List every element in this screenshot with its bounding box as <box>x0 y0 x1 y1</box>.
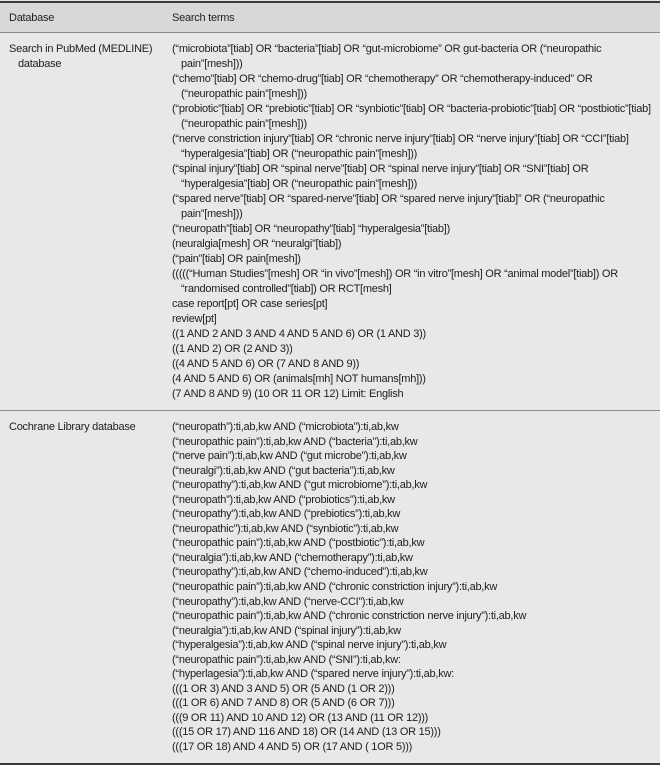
table-header-row <box>0 3 660 33</box>
search-term-line: ((4 AND 5 AND 6) OR (7 AND 8 AND 9)) <box>172 358 360 370</box>
header-database: Database <box>9 11 55 24</box>
search-term-line: (“neuropath”):ti,ab,kw AND (“microbiota”):ti,ab,kw <box>172 421 399 433</box>
search-term-line: (“neuropathy”):ti,ab,kw AND (“prebiotics”):ti,ab,kw <box>172 508 401 521</box>
search-term-line: (“neuropathic pain”):ti,ab,kw AND (“SNI”):ti,ab,kw: <box>172 653 401 666</box>
search-term-line: (neuralgia[mesh] OR “neuralgi”[tiab]) <box>172 238 342 250</box>
search-term-line: (“neuralgia”):ti,ab,kw AND (“spinal injury”):ti,ab,kw <box>172 624 401 637</box>
search-strategy-table <box>0 1 660 765</box>
search-term-line: (“neuropathy”):ti,ab,kw AND (“chemo-induced”):ti,ab,kw <box>172 566 428 579</box>
search-terms-cell <box>172 420 660 755</box>
search-term-line: (“neuropath”):ti,ab,kw AND (“probiotics”):ti,ab,kw <box>172 493 395 506</box>
search-term-line: (“neuropathic”):ti,ab,kw AND (“synbiotic”):ti,ab,kw <box>172 522 399 535</box>
search-term-line: (“hyperlagesia”):ti,ab,kw AND (“spared nerve injury”):ti,ab,kw: <box>172 668 454 681</box>
search-term-line: (“chemo”[tiab] OR “chemo-drug”[tiab] OR “chemotherapy” OR “chemotherapy-induced” OR (“neuropathic pain”[mesh])) <box>172 73 593 100</box>
search-term-line: (“neuropathic pain”):ti,ab,kw AND (“chronic constriction nerve injury”):ti,ab,kw <box>172 610 527 623</box>
search-term-line: review[pt] <box>172 313 217 325</box>
search-term-line: case report[pt] OR case series[pt] <box>172 298 328 310</box>
search-term-line: (“neuropathy”):ti,ab,kw AND (“nerve-CCI”):ti,ab,kw <box>172 595 404 608</box>
search-term-line: (“neuralgi”):ti,ab,kw AND (“gut bacteria”):ti,ab,kw <box>172 464 395 477</box>
search-term-line: ((1 AND 2 AND 3 AND 4 AND 5 AND 6) OR (1 AND 3)) <box>172 328 426 340</box>
database-name: Cochrane Library database <box>9 421 136 433</box>
search-term-line: (“neuropathy”):ti,ab,kw AND (“gut microbiome”):ti,ab,kw <box>172 479 428 492</box>
search-term-line: (“neuropathic pain”):ti,ab,kw AND (“postbiotic”):ti,ab,kw <box>172 537 425 550</box>
search-term-line: (((1 OR 3) AND 3 AND 5) OR (5 AND (1 OR 2))) <box>172 682 395 695</box>
search-term-line: (“pain”[tiab] OR pain[mesh]) <box>172 253 301 265</box>
database-name: Search in PubMed (MEDLINE) database <box>9 43 153 70</box>
search-term-line: (“microbiota”[tiab] OR “bacteria”[tiab] OR “gut-microbiome” OR gut-bacteria OR (“neuropathic pain”[mesh])) <box>172 43 602 70</box>
search-term-line: (((1 OR 6) AND 7 AND 8) OR (5 AND (6 OR 7))) <box>172 697 395 710</box>
table-row <box>0 33 660 410</box>
search-term-line: (“hyperalgesia”):ti,ab,kw AND (“spinal nerve injury”):ti,ab,kw <box>172 639 447 652</box>
search-term-line: (“spared nerve”[tiab] OR “spared-nerve”[tiab] OR “spared nerve injury”[tiab]” OR (“neuropathic pain”[mesh])) <box>172 193 605 220</box>
search-term-line: (7 AND 8 AND 9) (10 OR 11 OR 12) Limit: English <box>172 388 404 400</box>
search-term-line: (“probiotic”[tiab] OR “prebiotic”[tiab] OR “synbiotic”[tiab] OR “bacteria-probiotic”[tiab] OR “postbiotic”[tiab] (“neuropathic pain”[mesh])) <box>172 103 651 130</box>
search-term-line: (“nerve pain”):ti,ab,kw AND (“gut microbe”):ti,ab,kw <box>172 450 407 463</box>
search-terms-cell <box>172 42 660 402</box>
table-body <box>0 33 660 763</box>
search-term-line: (“neuralgia”):ti,ab,kw AND (“chemotherapy”):ti,ab,kw <box>172 551 413 564</box>
search-term-line: (((9 OR 11) AND 10 AND 12) OR (13 AND (11 OR 12))) <box>172 711 429 724</box>
search-term-line: (((15 OR 17) AND 116 AND 18) OR (14 AND (13 OR 15))) <box>172 726 441 739</box>
search-term-line: (“nerve constriction injury”[tiab] OR “chronic nerve injury”[tiab] OR “nerve injury”[tiab] OR “CCI”[tiab] “hyperalgesia”[tiab] OR (“neuropathic pain”[mesh])) <box>172 133 629 160</box>
search-term-line: (“neuropathic pain”):ti,ab,kw AND (“chronic constriction injury”):ti,ab,kw <box>172 581 498 594</box>
search-term-line: (4 AND 5 AND 6) OR (animals[mh] NOT humans[mh])) <box>172 373 426 385</box>
search-term-line: (“spinal injury”[tiab] OR “spinal nerve”[tiab] OR “spinal nerve injury”[tiab] OR “SNI”[tiab] OR “hyperalgesia”[tiab] OR (“neuropathic pain”[mesh])) <box>172 163 589 190</box>
search-term-line: (“neuropathic pain”):ti,ab,kw AND (“bacteria”):ti,ab,kw <box>172 435 418 448</box>
search-term-line: (((17 OR 18) AND 4 AND 5) OR (17 AND ( 1OR 5))) <box>172 741 413 754</box>
header-search-terms: Search terms <box>172 11 235 24</box>
search-term-line: ((1 AND 2) OR (2 AND 3)) <box>172 343 293 355</box>
search-term-line: (((((“Human Studies”[mesh] OR “in vivo”[mesh]) OR “in vitro”[mesh] OR “animal model”[tiab]) OR “randomised controlled”[tiab]) OR RCT[mesh] <box>172 268 618 295</box>
table-row <box>0 410 660 763</box>
search-term-line: (“neuropath”[tiab] OR “neuropathy”[tiab] “hyperalgesia”[tiab]) <box>172 223 450 235</box>
